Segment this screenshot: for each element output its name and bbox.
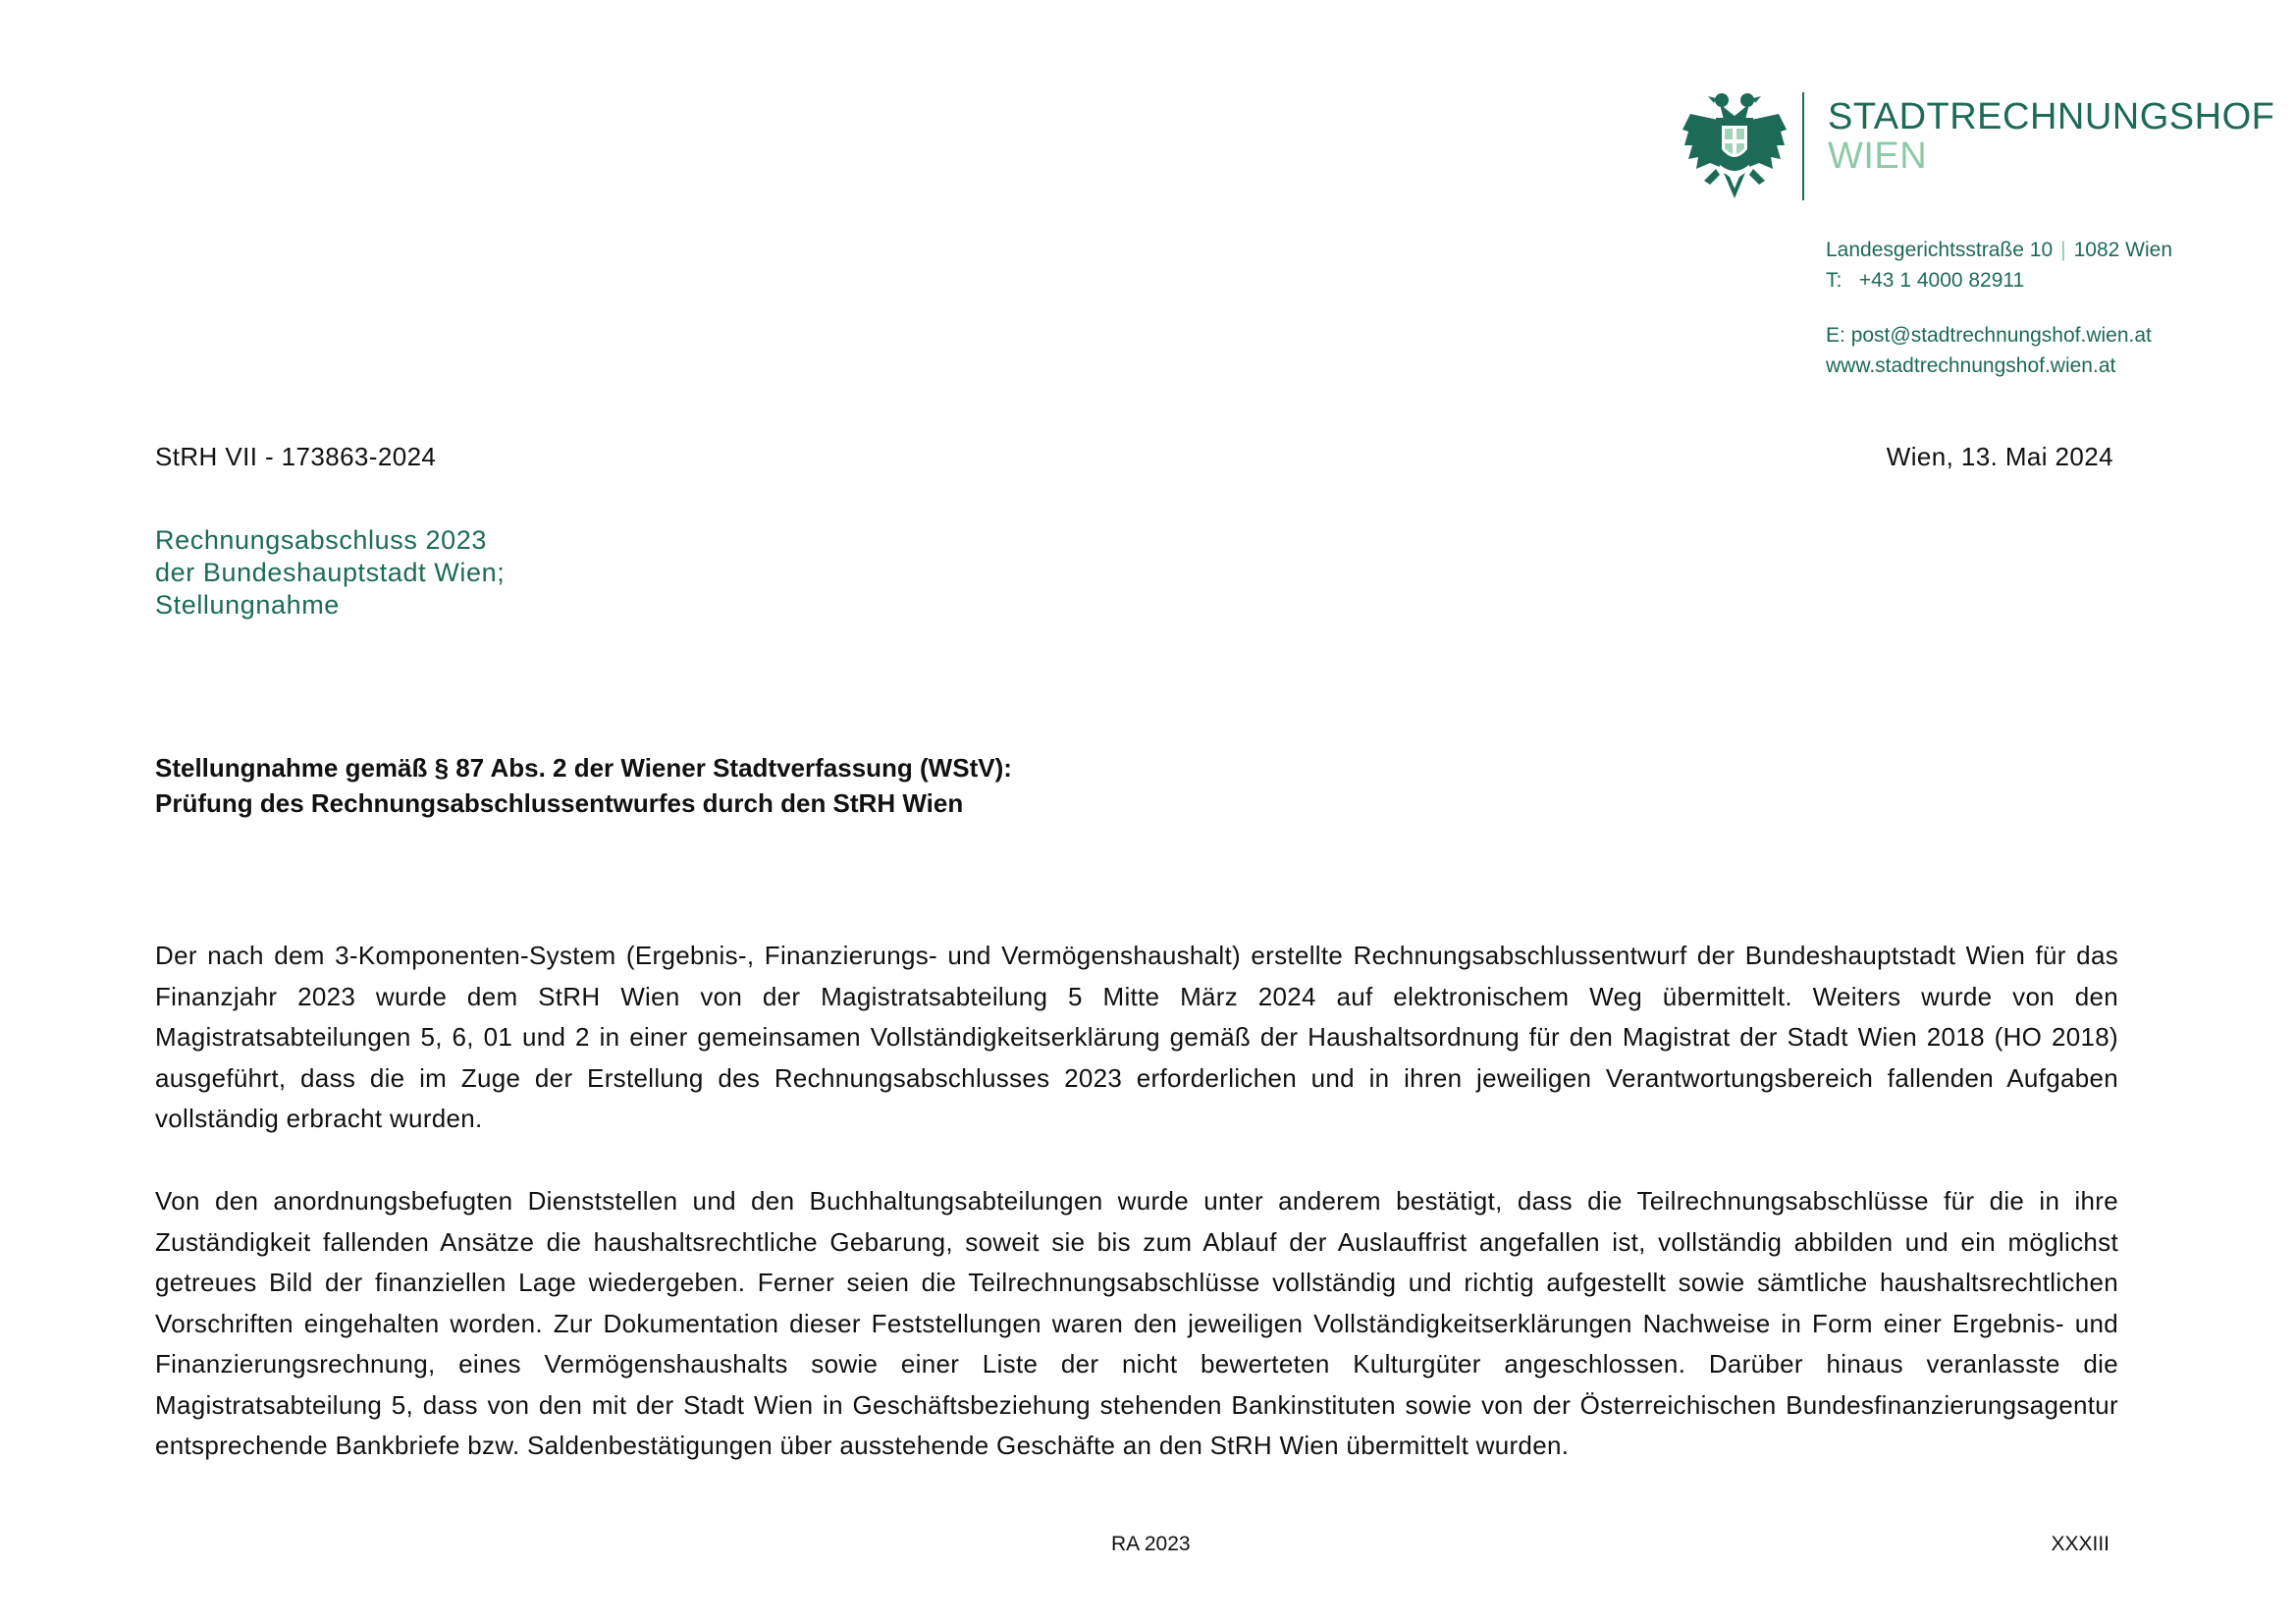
brand-city: WIEN (1828, 135, 1928, 177)
contact-email[interactable] (1826, 321, 2152, 351)
heading-line: Stellungnahme gemäß § 87 Abs. 2 der Wiener Stadtverfassung (WStV): (155, 753, 1012, 783)
body-paragraph: Der nach dem 3-Komponenten-System (Ergebnis-, Finanzierungs- und Vermögenshaushalt) erstellte Rechnungsabschlussentwurf der Bundeshauptstadt Wien für das Finanzjahr 2023 wurde dem StRH Wien von der Magistratsabteilung 5 Mitte März 2024 auf elektronischem Weg übermittelt. Weiters wurde von den Magistratsabteilungen 5, 6, 01 und 2 in einer gemeinsamen Vollständigkeitserklärung gemäß der Haushaltsordnung für den Magistrat der Stadt Wien 2018 (HO 2018) ausgeführt, dass die im Zuge der Erstellung des Rechnungsabschlusses 2023 erforderlichen und in ihren jeweiligen Verantwortungsbereich fallenden Aufgaben vollständig erbracht wurden. (155, 941, 2118, 1133)
contact-address (1826, 236, 2172, 265)
vienna-eagle-icon (1681, 90, 1789, 204)
email-label: E: (1826, 324, 1845, 347)
logo-divider (1802, 92, 1804, 200)
brand-name: STADTRECHNUNGSHOF (1828, 96, 2275, 137)
reference-number: StRH VII - 173863-2024 (155, 442, 437, 471)
phone-label: T: (1826, 269, 1842, 292)
letter-date: Wien, 13. Mai 2024 (1886, 442, 2113, 471)
phone-number: +43 1 4000 82911 (1858, 269, 2025, 292)
separator: | (2060, 239, 2066, 261)
document-heading (155, 750, 1012, 821)
email-address[interactable]: post@stadtrechnungshof.wien.at (1850, 324, 2152, 347)
subject-block (155, 524, 505, 622)
page-number: XXXIII (2051, 1533, 2109, 1555)
contact-website[interactable]: www.stadtrechnungshof.wien.at (1826, 354, 2116, 377)
heading-line: Prüfung des Rechnungsabschlussentwurfes durch den StRH Wien (155, 788, 964, 818)
footer-document-label: RA 2023 (1111, 1533, 1191, 1555)
subject-line: Stellungnahme (155, 590, 340, 620)
contact-street: Landesgerichtsstraße 10 (1826, 239, 2054, 261)
body-paragraph: Von den anordnungsbefugten Dienststellen und den Buchhaltungsabteilungen wurde unter anderem bestätigt, dass die Teilrechnungsabschlüsse für die in ihre Zuständigkeit fallenden Ansätze die haushaltsrechtliche Gebarung, soweit sie bis zum Ablauf der Auslauffrist angefallen ist, vollständig abbilden und ein möglichst getreues Bild der finanziellen Lage wiedergeben. Ferner seien die Teilrechnungsabschlüsse vollständig und richtig aufgestellt sowie sämtliche haushaltsrechtlichen Vorschriften eingehalten worden. Zur Dokumentation dieser Feststellungen waren den jeweiligen Vollständigkeitserklärungen Nachweise in Form einer Ergebnis- und Finanzierungsrechnung, eines Vermögenshaushalts sowie einer Liste der nicht bewerteten Kulturgüter angeschlossen. Darüber hinaus veranlasste die Magistratsabteilung 5, dass von den mit der Stadt Wien in Geschäftsbeziehung stehenden Bankinstituten sowie von der Österreichischen Bundesfinanzierungsagentur entsprechende Bankbriefe bzw. Saldenbestätigungen über ausstehende Geschäfte an den StRH Wien übermittelt wurden. (155, 1186, 2118, 1460)
subject-line: Rechnungsabschluss 2023 (155, 525, 488, 555)
contact-phone (1826, 266, 2024, 296)
subject-line: der Bundeshauptstadt Wien; (155, 558, 506, 587)
contact-city: 1082 Wien (2073, 239, 2173, 261)
